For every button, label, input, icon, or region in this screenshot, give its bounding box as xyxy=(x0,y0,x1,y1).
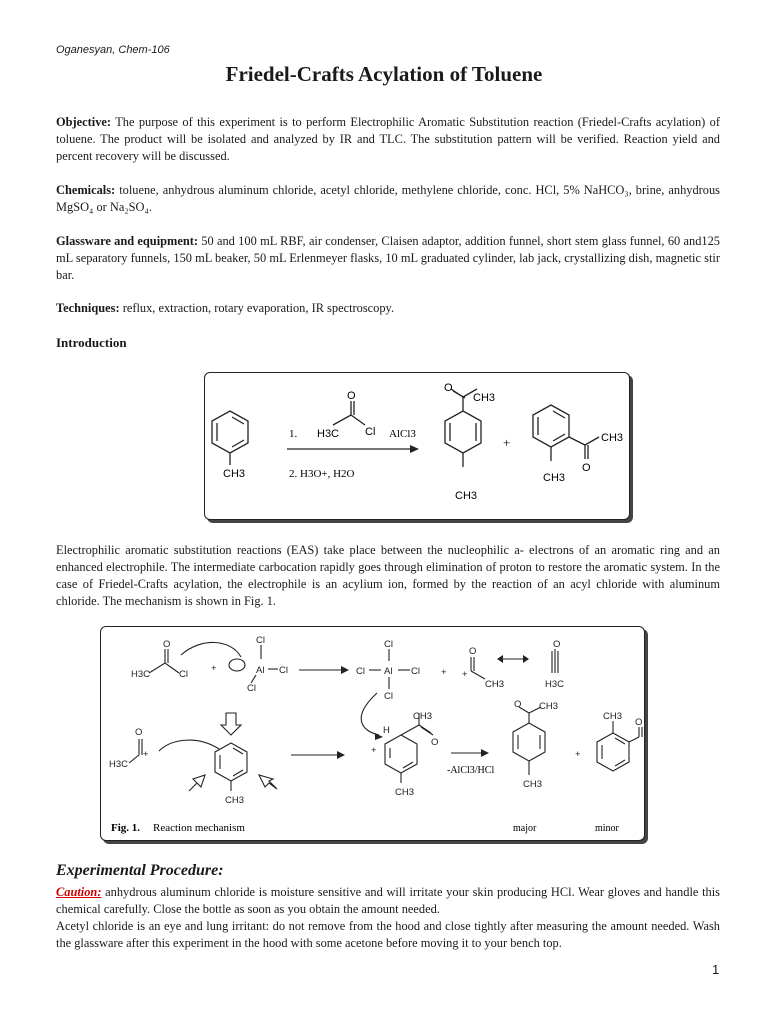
minor-label: minor xyxy=(595,823,619,834)
glassware-label: Glassware and equipment: xyxy=(56,234,198,248)
para-ch3-bottom: CH3 xyxy=(455,490,478,502)
atom-label: Al xyxy=(256,665,265,676)
page-number: 1 xyxy=(712,962,720,977)
step1-label: 1. xyxy=(289,428,298,440)
removed-label: -AlCl3/HCl xyxy=(447,765,495,776)
figure-caption: Reaction mechanism xyxy=(153,822,245,834)
objective-text: The purpose of this experiment is to perform Electrophilic Aromatic Substitution reaction (Friedel-Crafts acylation) of toluene. The product will be isolated and analyzed by IR and TLC. The substitution pattern will be verified. Reaction yield and percent recovery will be discussed. xyxy=(56,115,720,163)
atom-label: Cl xyxy=(384,691,393,702)
arrow-head-icon xyxy=(337,751,345,759)
atom-label: Al xyxy=(384,666,393,677)
page-header: Oganesyan, Chem-106 xyxy=(56,44,170,56)
introduction-heading: Introduction xyxy=(56,335,127,350)
reaction-scheme-box xyxy=(204,372,630,520)
acetyl-note: Acetyl chloride is an eye and lung irritant: do not remove from the hood and close tightly after measuring the amount needed. Wash the glassware after this experiment in the hood with some acetone before moving it to your bench top. xyxy=(56,919,720,950)
atom-label: + xyxy=(462,669,468,680)
arrow-head-icon xyxy=(341,666,349,674)
atom-label: + xyxy=(371,745,377,756)
chemicals-section xyxy=(56,182,720,216)
atom-label: H3C xyxy=(131,669,151,680)
mechanism-diagram xyxy=(101,627,644,840)
caution-paragraph xyxy=(56,884,720,918)
atom-label: + xyxy=(211,663,217,674)
atom-label: H3C xyxy=(109,759,129,770)
objective-label: Objective: xyxy=(56,115,112,129)
objective-section xyxy=(56,114,720,165)
atom-label: O xyxy=(635,717,643,728)
atom-label: O xyxy=(135,727,143,738)
atom-label: CH3 xyxy=(413,711,433,722)
page-title: Friedel-Crafts Acylation of Toluene xyxy=(225,62,543,86)
major-label: major xyxy=(513,823,537,834)
atom-label: O xyxy=(553,639,561,650)
atom-label: CH3 xyxy=(225,795,245,806)
caution-text: anhydrous aluminum chloride is moisture sensitive and will irritate your skin producing HCl. Wear gloves and handle this chemical carefully. Close the bottle as soon as you obtain the amount needed. xyxy=(56,885,720,916)
atom-label: H xyxy=(383,725,390,736)
chemicals-text: toluene, anhydrous aluminum chloride, acetyl chloride, methylene chloride, conc. HCl, 5% NaHCO₃, brine, anhydrous MgSO₄ or Na₂SO₄. xyxy=(56,183,720,214)
atom-label: Cl xyxy=(356,666,365,677)
atom-label: Cl xyxy=(179,669,188,680)
techniques-text: reflux, extraction, rotary evaporation, IR spectroscopy. xyxy=(119,301,395,315)
reagent-o: O xyxy=(347,390,356,402)
atom-label: Cl xyxy=(384,639,393,650)
techniques-label: Techniques: xyxy=(56,301,120,315)
figure-label: Fig. 1. xyxy=(111,822,141,834)
para-ch3-top: CH3 xyxy=(473,392,496,404)
techniques-section xyxy=(56,300,720,317)
toluene-ch3: CH3 xyxy=(223,468,246,480)
atom-label: + xyxy=(575,749,581,760)
atom-label: Cl xyxy=(256,635,265,646)
para-o: O xyxy=(444,382,453,394)
glassware-text: 50 and 100 mL RBF, air condenser, Claisen adaptor, addition funnel, short stem glass funnel, 60 and125 mL separatory funnels, 150 mL beaker, 50 mL Erlenmeyer flasks, 10 mL graduated cylinder, lab jack, crystallizing dish, magnetic stir bar. xyxy=(56,234,720,282)
atom-label: CH3 xyxy=(485,679,505,690)
atom-label: O xyxy=(431,737,439,748)
chemicals-label: Chemicals: xyxy=(56,183,116,197)
atom-label: O xyxy=(163,639,171,650)
reagent-h3c: H3C xyxy=(317,428,340,440)
atom-label: Cl xyxy=(247,683,256,694)
reagent-cl: Cl xyxy=(365,426,376,438)
procedure-heading: Experimental Procedure: xyxy=(56,862,224,879)
atom-label: + xyxy=(441,667,447,678)
mechanism-box xyxy=(100,626,645,841)
atom-label: CH3 xyxy=(539,701,559,712)
glassware-section xyxy=(56,233,720,284)
intro-paragraph: Electrophilic aromatic substitution reactions (EAS) take place between the nucleophilic a- electrons of an aromatic ring and an enhanced electrophile. The intermediate carbocation rapidly goes through elimination of proton to restore the aromatic system. In the case of Friedel-Crafts acylation, the electrophile is an acylium ion, formed by the reaction of an acyl chloride with aluminum chloride. The mechanism is shown in Fig. 1. xyxy=(56,543,720,608)
alcl3-label: AlCl3 xyxy=(389,428,416,440)
arrow-head-icon xyxy=(481,749,489,757)
atom-label: H3C xyxy=(545,679,565,690)
atom-label: CH3 xyxy=(603,711,623,722)
arrow-head-icon xyxy=(410,445,419,453)
arrow-head-icon xyxy=(497,655,503,663)
atom-label: O xyxy=(469,646,477,657)
arrow-head-icon xyxy=(375,733,383,740)
atom-label: Cl xyxy=(279,665,288,676)
reaction-scheme-diagram xyxy=(205,373,629,519)
atom-label: CH3 xyxy=(395,787,415,798)
ortho-o: O xyxy=(582,462,591,474)
atom-label: O xyxy=(514,699,522,710)
plus-sign: + xyxy=(503,435,511,450)
atom-label: Cl xyxy=(411,666,420,677)
step2-label: 2. H3O+, H2O xyxy=(289,468,355,480)
ortho-ch3-ring: CH3 xyxy=(543,472,566,484)
caution-label: Caution: xyxy=(56,885,102,899)
arrow-head-icon xyxy=(523,655,529,663)
atom-label: CH3 xyxy=(523,779,543,790)
ortho-ch3-acyl: CH3 xyxy=(601,432,624,444)
atom-label: + xyxy=(143,749,149,760)
